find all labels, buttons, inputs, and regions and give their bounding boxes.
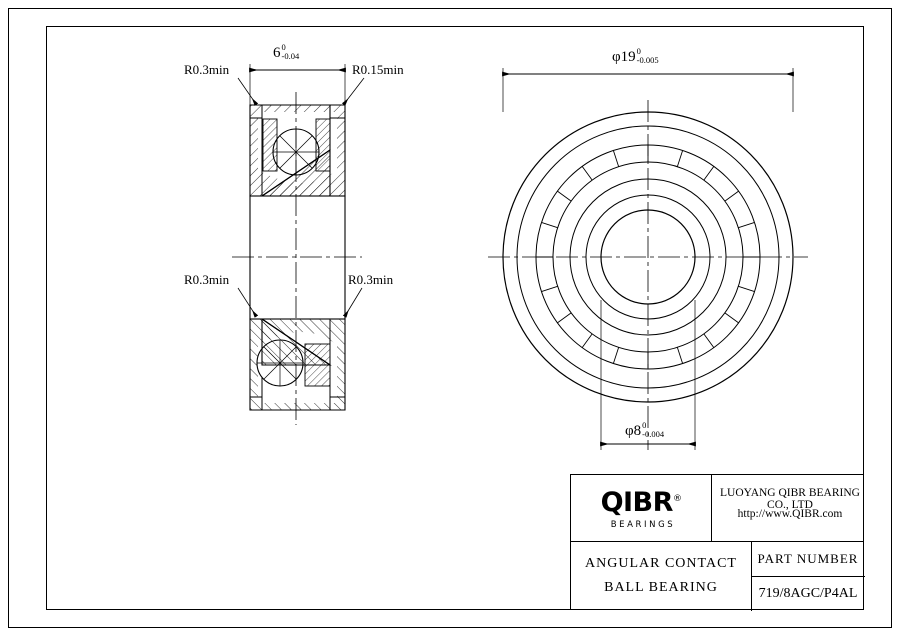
company-name: LUOYANG QIBR BEARING CO., LTD (720, 487, 860, 511)
outer-diameter-upper-tolerance: 0 (636, 46, 641, 57)
bore-diameter-value: 8 (633, 423, 642, 439)
outer-diameter-dimension (612, 48, 659, 66)
width-value: 6 (273, 45, 281, 61)
outer-diameter-symbol: φ (612, 49, 621, 65)
bore-diameter-dimension (625, 422, 664, 440)
logo-main-text: QIBR (600, 486, 673, 518)
width-dimension (273, 44, 299, 62)
logo-text (601, 487, 682, 518)
logo-subtitle: BEARINGS (610, 519, 676, 530)
part-number-label: PART NUMBER (757, 550, 859, 566)
product-name-line-1: ANGULAR CONTACT (585, 555, 737, 571)
radius-label-lower-right: R0.3min (348, 272, 394, 287)
registered-mark-icon: ® (672, 493, 682, 504)
title-block (570, 474, 864, 610)
radius-label-upper-left: R0.3min (184, 62, 230, 77)
width-upper-tolerance: 0 (281, 42, 286, 53)
qibr-logo (571, 475, 711, 541)
product-name (571, 541, 751, 611)
bore-diameter-lower-tolerance: -0.004 (642, 429, 665, 440)
part-number-value: 719/8AGC/P4AL (758, 585, 858, 601)
bore-diameter-upper-tolerance: 0 (642, 420, 647, 431)
company-website: http://www.QIBR.com (737, 508, 843, 520)
radius-label-upper-right: R0.15min (352, 62, 404, 77)
product-name-line-2: BALL BEARING (604, 580, 718, 595)
radius-label-lower-left: R0.3min (184, 272, 230, 287)
width-lower-tolerance: -0.04 (281, 51, 300, 62)
bore-diameter-symbol: φ (625, 423, 634, 439)
outer-diameter-lower-tolerance: -0.005 (636, 55, 659, 66)
outer-diameter-value: 19 (620, 49, 636, 65)
title-block-divider-vertical-1 (711, 475, 712, 541)
